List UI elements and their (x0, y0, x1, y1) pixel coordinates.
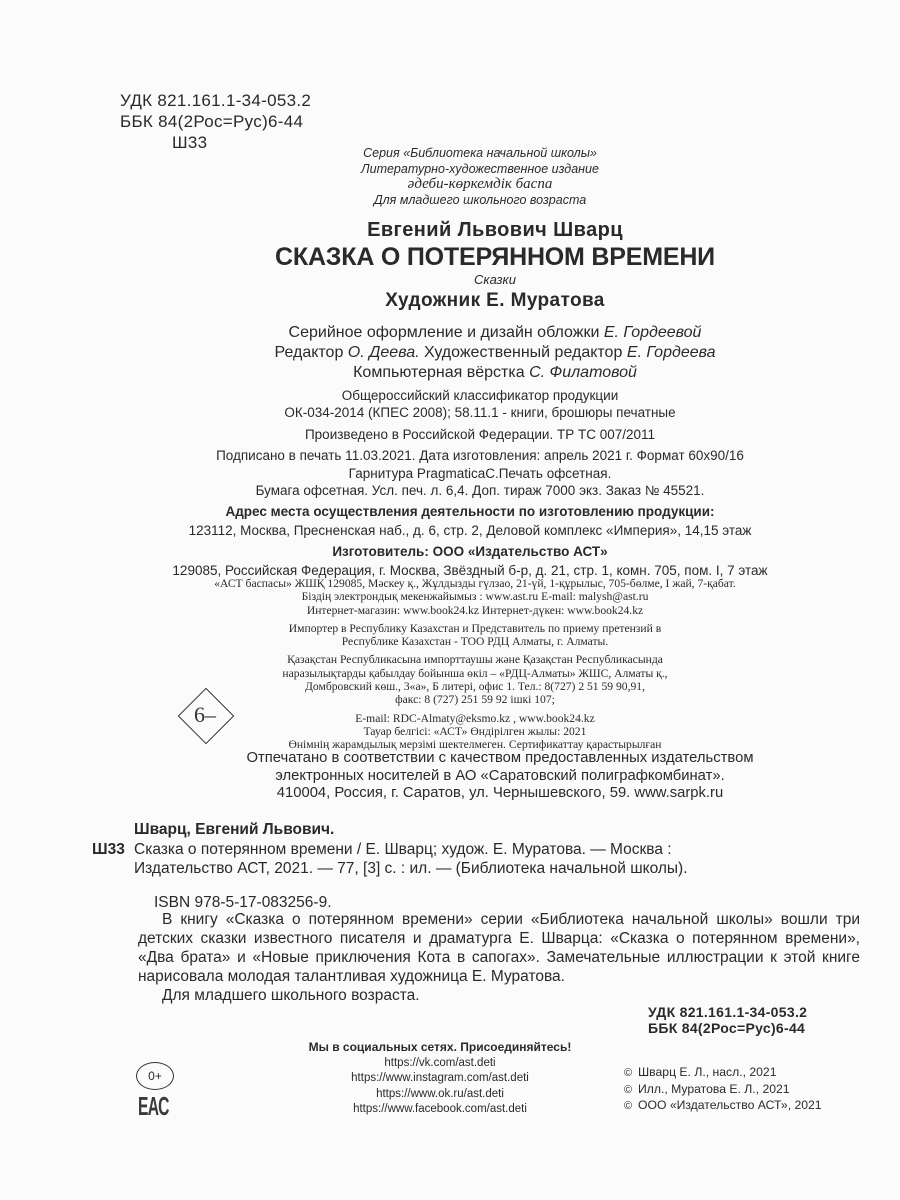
kazakhstan-importer-block (150, 577, 800, 752)
book-artist: Художник Е. Муратова (385, 290, 605, 311)
series-name: Серия «Библиотека начальной школы» (363, 146, 597, 160)
credit-name: Е. Гордеевой (603, 324, 702, 341)
kz-line: Интернет-магазин: www.book24.kz Интернет-дүкен: www.book24.kz (306, 603, 644, 617)
kz-line: Өнімнің жарамдылық мерзімі шектелмеген. Сертификаттау қарастырылған (288, 738, 662, 752)
kz-importer-kz-group (150, 653, 800, 706)
social-link-instagram[interactable]: https://www.instagram.com/ast.deti (351, 1072, 529, 1084)
copyright-line: © Илл., Муратова Е. Л., 2021 (624, 1082, 822, 1099)
manufacturer-heading: Изготовитель: ООО «Издательство АСТ» (332, 544, 608, 559)
copyright-icon: © (624, 1067, 633, 1079)
kz-publisher-group (150, 577, 800, 617)
paper-info: Бумага офсетная. Усл. печ. л. 6,4. Доп. тираж 7000 экз. Заказ № 45521. (255, 483, 705, 498)
copyright-line: © ООО «Издательство АСТ», 2021 (624, 1098, 822, 1115)
record-code: Ш33 (92, 840, 125, 858)
credit-layout: Компьютерная вёрстка С. Филатовой (353, 364, 637, 381)
kz-line: Республике Казахстан - ТОО РДЦ Алматы, г. Алматы. (341, 635, 609, 649)
isbn: ISBN 978-5-17-083256-9. (154, 893, 332, 911)
bbk-code: ББК 84(2Рос=Рус)6-44 (120, 112, 304, 131)
author-sign-code: Ш33 (172, 133, 208, 152)
production-address: 123112, Москва, Пресненская наб., д. 6, стр. 2, Деловой комплекс «Империя», 14,15 этаж (188, 522, 752, 538)
social-heading: Мы в социальных сетях. Присоединяйтесь! (308, 1040, 572, 1054)
manufacturer-block (0, 503, 900, 580)
annotation (138, 910, 860, 1005)
kz-line: факс: 8 (727) 251 59 92 ішкі 107; (395, 693, 555, 707)
copyright-icon: © (624, 1100, 633, 1112)
record-line: Издательство АСТ, 2021. — 77, [3] с. : ил. — (Библиотека начальной школы). (134, 860, 688, 877)
age-rating-diamond-icon (178, 688, 232, 742)
udk-code: УДК 821.161.1-34-053.2 (120, 91, 312, 110)
printer-line: Отпечатано в соответствии с качеством предоставленных издательством (246, 750, 754, 766)
record-line: Сказка о потерянном времени / Е. Шварц; худож. Е. Муратова. — Москва : (134, 840, 672, 858)
credit-name: Е. Гордеева (626, 344, 716, 361)
title-block (0, 218, 900, 314)
age-rating-circle-icon: 0+ (136, 1062, 174, 1090)
typeface-info: Гарнитура PragmaticaC.Печать офсетная. (348, 466, 612, 481)
audience: Для младшего школьного возраста (373, 192, 587, 207)
kz-line: Тауар белгісі: «АСТ» Өндірілген жылы: 2021 (363, 724, 587, 738)
book-genre: Сказки (474, 272, 516, 287)
credit-cover-design: Серийное оформление и дизайн обложки Е. Гордеевой (288, 324, 702, 341)
kz-line: E-mail: RDC-Almaty@eksmo.kz , www.book24.kz (355, 711, 595, 725)
udk-code: УДК 821.161.1-34-053.2 (648, 1004, 808, 1020)
classifier-code: ОК-034-2014 (КПЕС 2008); 58.11.1 - книги, брошюры печатные (284, 405, 676, 420)
social-link-vk[interactable]: https://vk.com/ast.deti (384, 1056, 496, 1069)
social-link-ok[interactable]: https://www.ok.ru/ast.deti (376, 1087, 504, 1100)
classification-codes-top (120, 90, 311, 153)
printer-line: 410004, Россия, г. Саратов, ул. Чернышевского, 59. www.sarpk.ru (276, 785, 724, 801)
printer-block (0, 750, 900, 803)
classification-codes-bottom (648, 1004, 807, 1036)
printer-line: электронных носителей в АО «Саратовский полиграфкомбинат». (275, 767, 725, 784)
credit-name: С. Филатовой (529, 364, 637, 381)
produced-in: Произведено в Российской Федерации. ТР ТС 007/2011 (304, 427, 656, 442)
book-author: Евгений Львович Шварц (367, 219, 623, 241)
kz-line: Домбровский көш., 3«а», Б литері, офис 1. Тел.: 8(727) 2 51 59 90,91, (305, 680, 645, 694)
kz-line: Импортер в Республику Казахстан и Представитель по приему претензий в (288, 621, 662, 635)
kz-line: Қазақстан Республикасына импорттаушы және Қазақстан Республикасында (287, 653, 663, 667)
copyright-block (624, 1065, 822, 1115)
age-rating-label: 6– (194, 702, 216, 727)
kz-importer-ru-group (150, 622, 800, 649)
bibliographic-record (92, 820, 882, 912)
credit-editors: Редактор О. Деева. Художественный редактор Е. Гордеева (274, 344, 716, 361)
credit-name: О. Деева. (347, 344, 420, 361)
record-author: Шварц, Евгений Львович. (134, 821, 335, 838)
kz-line: «АСТ баспасы» ЖШҚ 129085, Мәскеу қ., Жұлдызды гүлзао, 21-үй, 1-құрылыс, 705-бөлме, I жай, 7-қабат. (214, 577, 736, 590)
copyright-icon: © (624, 1083, 633, 1096)
series-block (330, 146, 630, 208)
annotation-age: Для младшего школьного возраста. (162, 987, 420, 1004)
copyright-line: © Шварц Е. Л., насл., 2021 (624, 1065, 822, 1082)
kz-contact-group (150, 712, 800, 752)
annotation-text: В книгу «Сказка о потерянном времени» серии «Библиотека начальной школы» вошли три детских сказки известного писателя и драматурга Е. Шварца: «Сказка о потерянном времени», «Два брата» и «Новые приключения Кота в сапогах». Замечательные иллюстрации к этой книге нарисовала молодая талантливая художница Е. Муратова. (138, 911, 860, 985)
edition-type: Литературно-художественное издание (361, 161, 599, 176)
edition-type-kz: әдеби-көркемдік баспа (407, 176, 553, 192)
book-title: СКАЗКА О ПОТЕРЯННОМ ВРЕМЕНИ (275, 243, 715, 271)
kz-line: Біздің электрондық мекенжайымыз : www.ast.ru E-mail: malysh@ast.ru (301, 590, 649, 604)
eac-mark-icon: ЕАС (138, 1091, 169, 1121)
classifier-line: Общероссийский классификатор продукции (341, 388, 619, 403)
kz-line: наразылықтарды қабылдау бойынша өкіл – «РДЦ-Алматы» ЖШС, Алматы қ., (282, 666, 668, 680)
address-heading: Адрес места осуществления деятельности по изготовлению продукции: (225, 504, 715, 519)
signed-for-print: Подписано в печать 11.03.2021. Дата изготовления: апрель 2021 г. Формат 60x90/16 (216, 448, 744, 463)
credits-block (0, 323, 900, 383)
manufacturer-address: 129085, Российская Федерация, г. Москва, Звёздный б-р, д. 21, стр. 1, комн. 705, пом. I, 7 этаж (172, 562, 768, 578)
print-specs-block (0, 387, 900, 500)
bbk-code: ББК 84(2Рос=Рус)6-44 (648, 1020, 806, 1036)
social-link-facebook[interactable]: https://www.facebook.com/ast.deti (353, 1103, 527, 1115)
